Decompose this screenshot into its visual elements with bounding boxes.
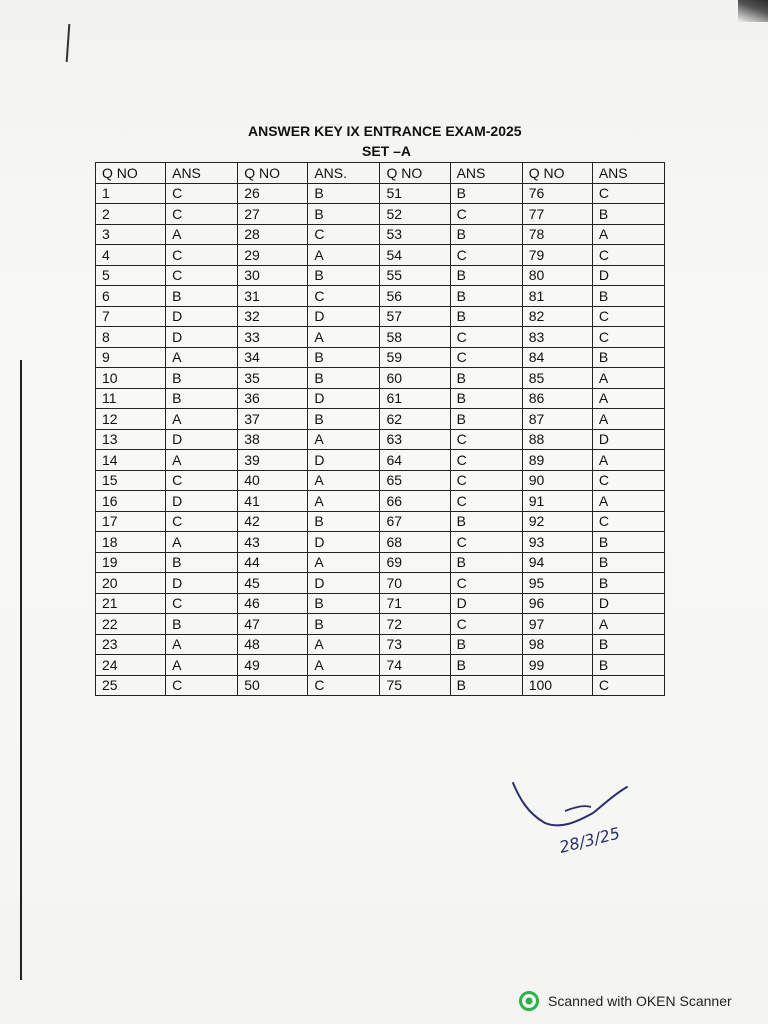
header-ans: ANS [592, 163, 664, 184]
answer-cell: C [166, 593, 238, 614]
answer-cell: B [166, 286, 238, 307]
question-number-cell: 26 [238, 183, 308, 204]
answer-cell: B [166, 614, 238, 635]
question-number-cell: 10 [96, 368, 166, 389]
question-number-cell: 27 [238, 204, 308, 225]
answer-cell: B [450, 388, 522, 409]
table-row [96, 388, 665, 409]
table-row [96, 491, 665, 512]
answer-cell: D [166, 429, 238, 450]
answer-cell: B [308, 409, 380, 430]
header-ans: ANS. [308, 163, 380, 184]
answer-cell: C [450, 450, 522, 471]
question-number-cell: 12 [96, 409, 166, 430]
answer-cell: B [166, 388, 238, 409]
question-number-cell: 94 [522, 552, 592, 573]
answer-cell: B [450, 409, 522, 430]
oken-scanner-logo-icon [518, 991, 540, 1011]
answer-cell: B [308, 204, 380, 225]
answer-cell: D [450, 593, 522, 614]
table-row [96, 593, 665, 614]
question-number-cell: 32 [238, 306, 308, 327]
answer-cell: C [592, 675, 664, 696]
question-number-cell: 53 [380, 224, 450, 245]
question-number-cell: 69 [380, 552, 450, 573]
answer-cell: C [166, 470, 238, 491]
answer-cell: B [308, 614, 380, 635]
table-row [96, 511, 665, 532]
answer-cell: A [308, 470, 380, 491]
answer-cell: A [166, 532, 238, 553]
answer-cell: A [308, 327, 380, 348]
question-number-cell: 20 [96, 573, 166, 594]
answer-cell: C [450, 327, 522, 348]
question-number-cell: 57 [380, 306, 450, 327]
answer-cell: C [592, 245, 664, 266]
question-number-cell: 47 [238, 614, 308, 635]
scanner-watermark [518, 991, 732, 1011]
question-number-cell: 5 [96, 265, 166, 286]
question-number-cell: 33 [238, 327, 308, 348]
answer-cell: C [450, 347, 522, 368]
question-number-cell: 55 [380, 265, 450, 286]
answer-cell: D [308, 450, 380, 471]
table-row [96, 204, 665, 225]
answer-cell: C [592, 511, 664, 532]
answer-cell: C [592, 470, 664, 491]
answer-cell: B [308, 593, 380, 614]
question-number-cell: 59 [380, 347, 450, 368]
answer-cell: D [166, 491, 238, 512]
question-number-cell: 79 [522, 245, 592, 266]
question-number-cell: 97 [522, 614, 592, 635]
answer-cell: D [592, 593, 664, 614]
question-number-cell: 81 [522, 286, 592, 307]
question-number-cell: 1 [96, 183, 166, 204]
question-number-cell: 70 [380, 573, 450, 594]
question-number-cell: 99 [522, 655, 592, 676]
answer-cell: D [308, 306, 380, 327]
question-number-cell: 13 [96, 429, 166, 450]
answer-cell: A [308, 429, 380, 450]
table-row [96, 409, 665, 430]
answer-cell: B [450, 183, 522, 204]
header-qno: Q NO [96, 163, 166, 184]
answer-cell: C [166, 183, 238, 204]
question-number-cell: 92 [522, 511, 592, 532]
table-row [96, 634, 665, 655]
answer-cell: C [450, 470, 522, 491]
table-row [96, 429, 665, 450]
answer-cell: B [592, 204, 664, 225]
question-number-cell: 88 [522, 429, 592, 450]
answer-cell: B [308, 265, 380, 286]
question-number-cell: 37 [238, 409, 308, 430]
question-number-cell: 6 [96, 286, 166, 307]
question-number-cell: 11 [96, 388, 166, 409]
table-row [96, 614, 665, 635]
table-row [96, 347, 665, 368]
answer-cell: B [450, 655, 522, 676]
question-number-cell: 67 [380, 511, 450, 532]
answer-cell: A [166, 450, 238, 471]
question-number-cell: 30 [238, 265, 308, 286]
question-number-cell: 78 [522, 224, 592, 245]
answer-cell: C [308, 675, 380, 696]
table-row [96, 245, 665, 266]
answer-cell: B [450, 224, 522, 245]
question-number-cell: 54 [380, 245, 450, 266]
question-number-cell: 76 [522, 183, 592, 204]
answer-cell: A [592, 224, 664, 245]
answer-cell: B [592, 573, 664, 594]
scanner-text: Scanned with OKEN Scanner [548, 993, 732, 1009]
question-number-cell: 72 [380, 614, 450, 635]
answer-cell: A [308, 634, 380, 655]
answer-cell: B [308, 511, 380, 532]
answer-cell: B [592, 532, 664, 553]
question-number-cell: 22 [96, 614, 166, 635]
table-row [96, 265, 665, 286]
answer-cell: A [592, 491, 664, 512]
question-number-cell: 18 [96, 532, 166, 553]
question-number-cell: 62 [380, 409, 450, 430]
answer-cell: C [450, 204, 522, 225]
answer-cell: C [450, 429, 522, 450]
question-number-cell: 46 [238, 593, 308, 614]
question-number-cell: 24 [96, 655, 166, 676]
question-number-cell: 7 [96, 306, 166, 327]
answer-cell: B [450, 265, 522, 286]
answer-cell: C [450, 614, 522, 635]
question-number-cell: 3 [96, 224, 166, 245]
answer-cell: B [450, 286, 522, 307]
question-number-cell: 98 [522, 634, 592, 655]
answer-cell: C [166, 245, 238, 266]
answer-key-body [96, 183, 665, 696]
question-number-cell: 36 [238, 388, 308, 409]
answer-cell: B [450, 675, 522, 696]
question-number-cell: 73 [380, 634, 450, 655]
question-number-cell: 15 [96, 470, 166, 491]
question-number-cell: 85 [522, 368, 592, 389]
answer-cell: A [308, 552, 380, 573]
answer-cell: C [308, 286, 380, 307]
answer-cell: D [592, 429, 664, 450]
question-number-cell: 40 [238, 470, 308, 491]
question-number-cell: 86 [522, 388, 592, 409]
table-row [96, 675, 665, 696]
table-row [96, 552, 665, 573]
answer-cell: B [166, 368, 238, 389]
answer-cell: A [592, 388, 664, 409]
table-row [96, 224, 665, 245]
answer-cell: C [592, 306, 664, 327]
table-row [96, 450, 665, 471]
question-number-cell: 49 [238, 655, 308, 676]
answer-cell: A [592, 368, 664, 389]
table-row [96, 286, 665, 307]
question-number-cell: 8 [96, 327, 166, 348]
answer-cell: A [308, 655, 380, 676]
question-number-cell: 51 [380, 183, 450, 204]
answer-cell: A [308, 245, 380, 266]
answer-cell: A [166, 409, 238, 430]
table-row [96, 573, 665, 594]
page-edge-line [20, 360, 22, 980]
answer-cell: B [450, 511, 522, 532]
answer-cell: B [308, 183, 380, 204]
answer-cell: B [592, 286, 664, 307]
table-row [96, 470, 665, 491]
answer-cell: D [308, 532, 380, 553]
document-title: ANSWER KEY IX ENTRANCE EXAM-2025 [248, 123, 522, 139]
answer-cell: B [592, 634, 664, 655]
answer-cell: A [592, 614, 664, 635]
answer-cell: B [450, 634, 522, 655]
question-number-cell: 21 [96, 593, 166, 614]
table-row [96, 327, 665, 348]
answer-cell: C [166, 265, 238, 286]
answer-cell: C [166, 675, 238, 696]
answer-cell: B [450, 368, 522, 389]
answer-cell: C [450, 245, 522, 266]
question-number-cell: 77 [522, 204, 592, 225]
question-number-cell: 35 [238, 368, 308, 389]
table-header-row [96, 163, 665, 184]
answer-cell: B [308, 368, 380, 389]
question-number-cell: 14 [96, 450, 166, 471]
answer-cell: D [166, 327, 238, 348]
answer-cell: B [592, 655, 664, 676]
question-number-cell: 43 [238, 532, 308, 553]
question-number-cell: 25 [96, 675, 166, 696]
answer-cell: C [166, 511, 238, 532]
pen-mark [66, 24, 71, 62]
question-number-cell: 100 [522, 675, 592, 696]
question-number-cell: 41 [238, 491, 308, 512]
answer-cell: D [308, 388, 380, 409]
answer-cell: B [450, 306, 522, 327]
question-number-cell: 93 [522, 532, 592, 553]
question-number-cell: 31 [238, 286, 308, 307]
table-row [96, 655, 665, 676]
answer-cell: B [592, 552, 664, 573]
question-number-cell: 82 [522, 306, 592, 327]
answer-key-table [95, 162, 665, 696]
answer-cell: D [166, 306, 238, 327]
question-number-cell: 71 [380, 593, 450, 614]
question-number-cell: 45 [238, 573, 308, 594]
answer-cell: C [166, 204, 238, 225]
question-number-cell: 17 [96, 511, 166, 532]
answer-cell: D [592, 265, 664, 286]
question-number-cell: 19 [96, 552, 166, 573]
question-number-cell: 91 [522, 491, 592, 512]
answer-cell: A [166, 634, 238, 655]
answer-cell: A [166, 224, 238, 245]
answer-cell: C [592, 327, 664, 348]
answer-cell: B [592, 347, 664, 368]
question-number-cell: 68 [380, 532, 450, 553]
question-number-cell: 61 [380, 388, 450, 409]
answer-cell: A [592, 450, 664, 471]
question-number-cell: 96 [522, 593, 592, 614]
answer-cell: B [166, 552, 238, 573]
signature-date: 28/3/25 [557, 823, 622, 857]
question-number-cell: 56 [380, 286, 450, 307]
question-number-cell: 44 [238, 552, 308, 573]
answer-cell: B [308, 347, 380, 368]
question-number-cell: 42 [238, 511, 308, 532]
answer-cell: C [450, 573, 522, 594]
question-number-cell: 34 [238, 347, 308, 368]
answer-cell: A [166, 655, 238, 676]
table-row [96, 368, 665, 389]
answer-cell: A [308, 491, 380, 512]
header-ans: ANS [166, 163, 238, 184]
question-number-cell: 38 [238, 429, 308, 450]
question-number-cell: 29 [238, 245, 308, 266]
question-number-cell: 74 [380, 655, 450, 676]
table-row [96, 532, 665, 553]
question-number-cell: 83 [522, 327, 592, 348]
answer-cell: C [450, 532, 522, 553]
answer-cell: D [166, 573, 238, 594]
question-number-cell: 84 [522, 347, 592, 368]
question-number-cell: 80 [522, 265, 592, 286]
handwritten-signature [505, 775, 655, 865]
question-number-cell: 39 [238, 450, 308, 471]
question-number-cell: 65 [380, 470, 450, 491]
question-number-cell: 16 [96, 491, 166, 512]
answer-cell: C [592, 183, 664, 204]
question-number-cell: 28 [238, 224, 308, 245]
header-qno: Q NO [380, 163, 450, 184]
answer-cell: C [450, 491, 522, 512]
page-corner-shadow [738, 0, 768, 22]
question-number-cell: 90 [522, 470, 592, 491]
table-row [96, 306, 665, 327]
header-qno: Q NO [238, 163, 308, 184]
header-qno: Q NO [522, 163, 592, 184]
document-set-label: SET –A [362, 143, 412, 159]
question-number-cell: 48 [238, 634, 308, 655]
question-number-cell: 87 [522, 409, 592, 430]
question-number-cell: 52 [380, 204, 450, 225]
header-ans: ANS [450, 163, 522, 184]
question-number-cell: 9 [96, 347, 166, 368]
answer-cell: D [308, 573, 380, 594]
question-number-cell: 2 [96, 204, 166, 225]
question-number-cell: 64 [380, 450, 450, 471]
question-number-cell: 75 [380, 675, 450, 696]
question-number-cell: 63 [380, 429, 450, 450]
answer-cell: B [450, 552, 522, 573]
answer-cell: A [166, 347, 238, 368]
question-number-cell: 50 [238, 675, 308, 696]
question-number-cell: 23 [96, 634, 166, 655]
question-number-cell: 60 [380, 368, 450, 389]
question-number-cell: 58 [380, 327, 450, 348]
question-number-cell: 4 [96, 245, 166, 266]
answer-cell: A [592, 409, 664, 430]
table-row [96, 183, 665, 204]
question-number-cell: 66 [380, 491, 450, 512]
answer-cell: C [308, 224, 380, 245]
question-number-cell: 95 [522, 573, 592, 594]
question-number-cell: 89 [522, 450, 592, 471]
